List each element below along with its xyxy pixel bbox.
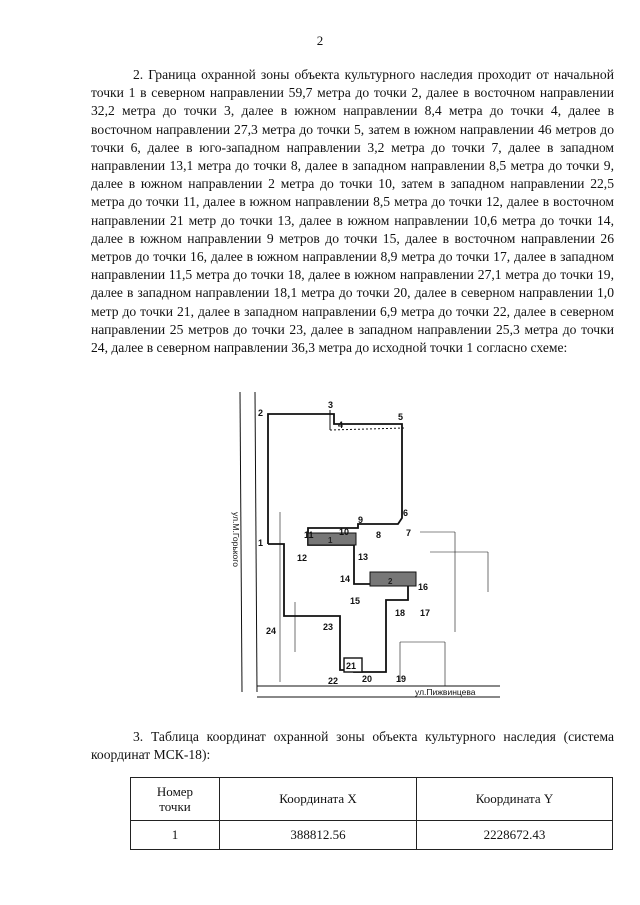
point-label: 22 [328, 676, 339, 686]
street-line [255, 392, 257, 692]
point-label: 12 [297, 553, 308, 563]
point-label: 7 [406, 528, 412, 538]
point-label: 1 [258, 538, 264, 548]
boundary-scheme [220, 392, 510, 702]
header-point-number: Номер точки [131, 778, 220, 821]
point-label: 4 [338, 420, 344, 430]
coordinates-table [130, 777, 613, 850]
cell-point: 1 [131, 821, 220, 850]
point-label: 24 [266, 626, 277, 636]
page-number: 2 [316, 33, 324, 48]
point-label: 21 [346, 661, 357, 671]
table-header-row [131, 778, 613, 821]
point-label: 8 [376, 530, 382, 540]
header-coordinate-y: Координата Y [417, 778, 613, 821]
table-row [131, 821, 613, 850]
building-label: 2 [388, 577, 393, 586]
boundary-description-paragraph: 2. Граница охранной зоны объекта культурного наследия проходит от начальной точки 1 в северном направлении 59,7 метра до точки 2, далее в восточном направлении 32,2 метра до точки 3, далее в южном направлении 8,4 метра до точки 4, далее в восточном направлении 27,3 метра до точки 5, затем в южном направлении 46 метров до точки 6, далее в юго-западном направлении 3,2 метра до точки 7, далее в западном направлении 13,1 метра до точки 8, далее в западном направлении 8,5 метра до точки 9, далее в южном направлении 2 метра до точки 10, затем в западном направлении 22,5 метра до точки 11, далее в южном направлении 8,5 метра до точки 12, далее в восточном направлении 21 метр до точки 13, далее в южном направлении 10,6 метра до точки 14, далее в южном направлении 9 метров до точки 15, далее в восточном направлении 26 метров до точки 16, далее в южном направлении 8,9 метра до точки 17, далее в западном направлении 11,5 метра до точки 18, далее в южном направлении 27,1 метра до точки 19, далее в западном направлении 18,1 метра до точки 20, далее в северном направлении 1,0 метр до точки 21, далее в западном направлении 6,9 метра до точки 22, далее в северном направлении 25 метров до точки 23, далее в западном направлении 25,3 метра до точки 24, далее в северном направлении 36,3 метра до исходной точки 1 согласно схеме: [91, 67, 614, 356]
point-label: 13 [358, 552, 369, 562]
point-label: 17 [420, 608, 431, 618]
point-label: 6 [403, 508, 409, 518]
point-label: 5 [398, 412, 404, 422]
street-label-left: ул.М.Горького [231, 512, 241, 567]
point-label: 16 [418, 582, 429, 592]
point-label: 18 [395, 608, 406, 618]
heritage-building-2 [370, 572, 416, 586]
coordinates-intro-paragraph: 3. Таблица координат охранной зоны объекта культурного наследия (система координат МСК-18): [91, 729, 614, 763]
point-label: 9 [358, 515, 364, 525]
building-label: 1 [328, 536, 333, 545]
point-label: 3 [328, 400, 334, 410]
point-label: 14 [340, 574, 351, 584]
point-label: 11 [304, 530, 314, 540]
point-label: 15 [350, 596, 361, 606]
point-label: 2 [258, 408, 264, 418]
header-coordinate-x: Координата X [220, 778, 417, 821]
point-label: 20 [362, 674, 373, 684]
point-label: 23 [323, 622, 334, 632]
cell-x: 388812.56 [220, 821, 417, 850]
cell-y: 2228672.43 [417, 821, 613, 850]
point-label: 19 [396, 674, 407, 684]
point-label: 10 [339, 527, 350, 537]
street-label-bottom: ул.Пижвинцева [415, 687, 476, 697]
